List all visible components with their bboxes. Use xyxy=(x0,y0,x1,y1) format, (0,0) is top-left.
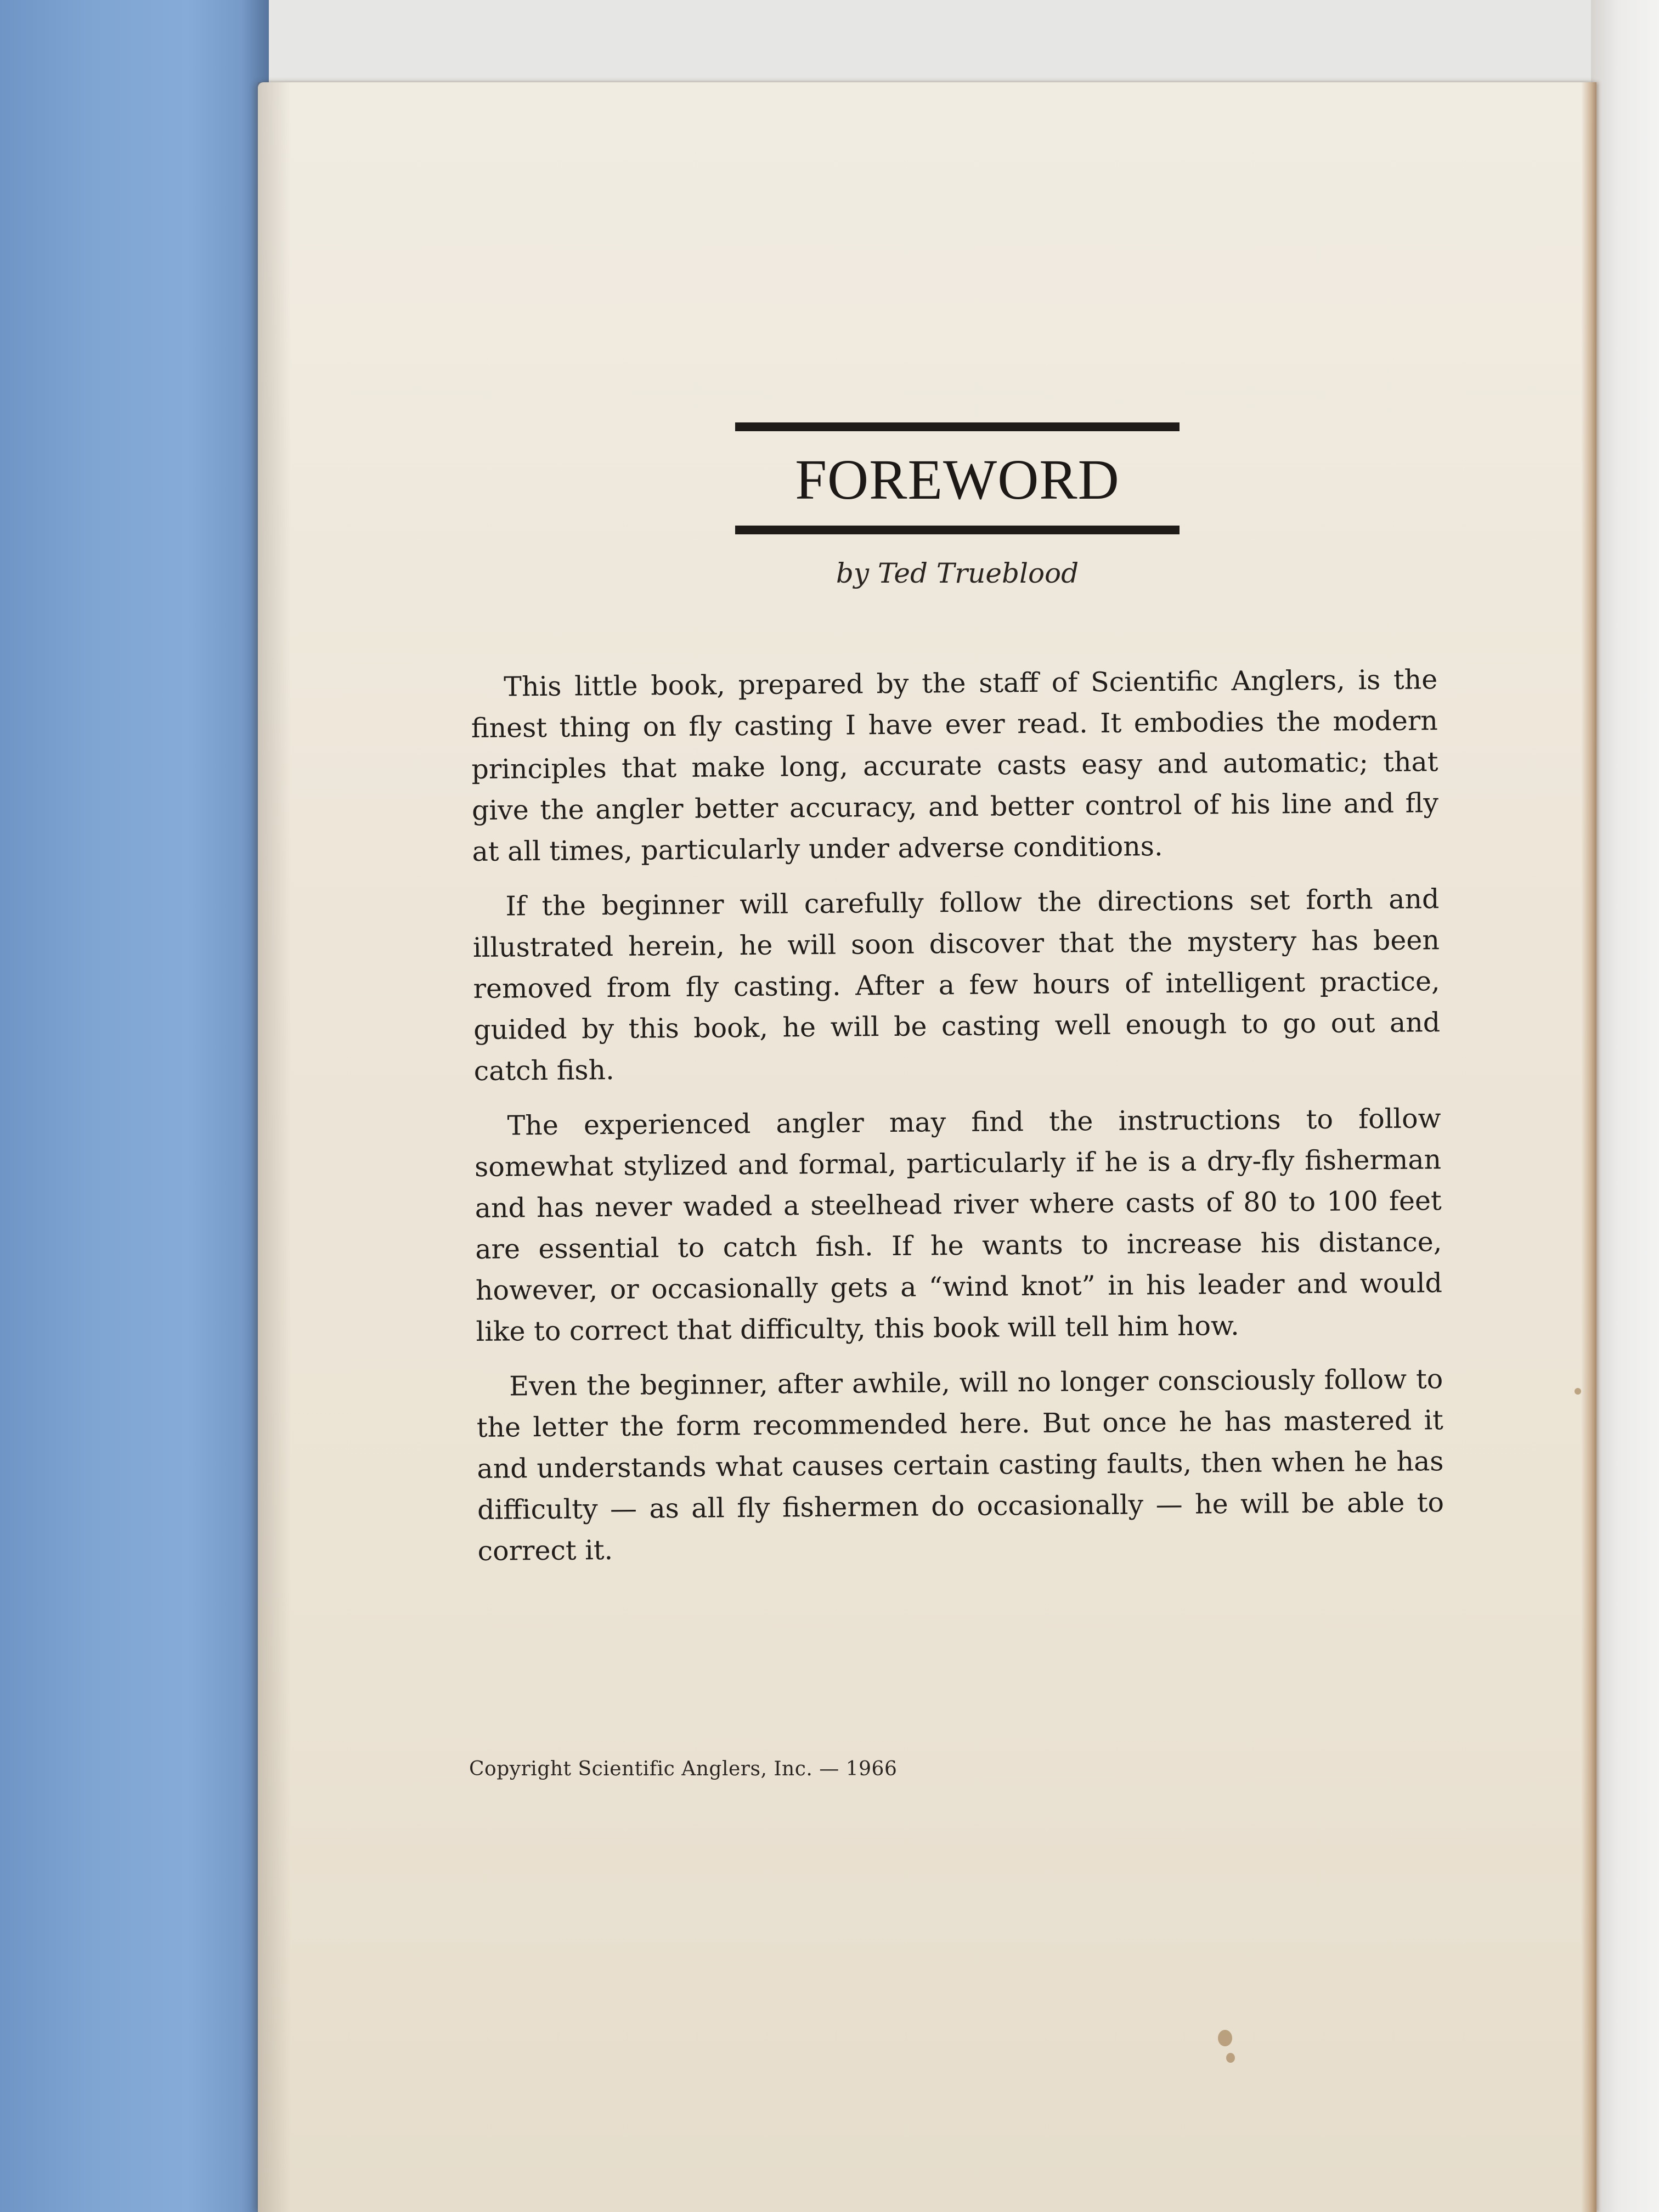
paragraph: This little book, prepared by the staff of Scientific Anglers, is the finest thing on fly casting I have ever read. It embodies the modern principles that make long, accurate casts easy and automatic; that give the angler better accuracy, and better control of his line and fly at all times, particularly under adverse conditions. xyxy=(471,664,1439,867)
foxing-spot xyxy=(1575,1388,1581,1395)
page-spine-shadow xyxy=(258,82,291,2212)
page-edge-stain xyxy=(1581,82,1596,2212)
foxing-spot xyxy=(1218,2030,1232,2046)
paragraph: The experienced angler may find the instructions to follow somewhat stylized and formal, particularly if he is a dry-fly fisherman and has never waded a steelhead river where casts of 80 to 100 feet are essential to catch fish. If he wants to increase his distance, however, or occasionally gets a “wind knot” in his leader and would like to correct that difficulty, this book will tell him how. xyxy=(474,1103,1443,1347)
copyright-notice: Copyright Scientific Anglers, Inc. — 1966 xyxy=(469,1758,898,1780)
foreword-body xyxy=(471,659,1444,1585)
heading-rule-top xyxy=(735,422,1180,431)
table-surface xyxy=(1591,0,1659,2212)
foxing-spot xyxy=(1226,2053,1235,2063)
page-title: FOREWORD xyxy=(795,448,1120,511)
author-byline: by Ted Trueblood xyxy=(836,557,1079,589)
heading-rule-bottom xyxy=(735,526,1180,534)
paragraph: If the beginner will carefully follow the directions set forth and illustrated herein, he will soon discover that the mystery has been removed from fly casting. After a few hours of intelligent practice, guided by this book, he will be casting well enough to go out and catch fish. xyxy=(472,883,1441,1087)
booklet-cover xyxy=(0,0,269,2212)
paragraph: Even the beginner, after awhile, will no longer consciously follow to the letter the form recommended here. But once he has mastered it and understands what causes certain casting faults, then when he has difficulty — as all fly fishermen do occasionally — he will be able to correct it. xyxy=(476,1363,1444,1567)
